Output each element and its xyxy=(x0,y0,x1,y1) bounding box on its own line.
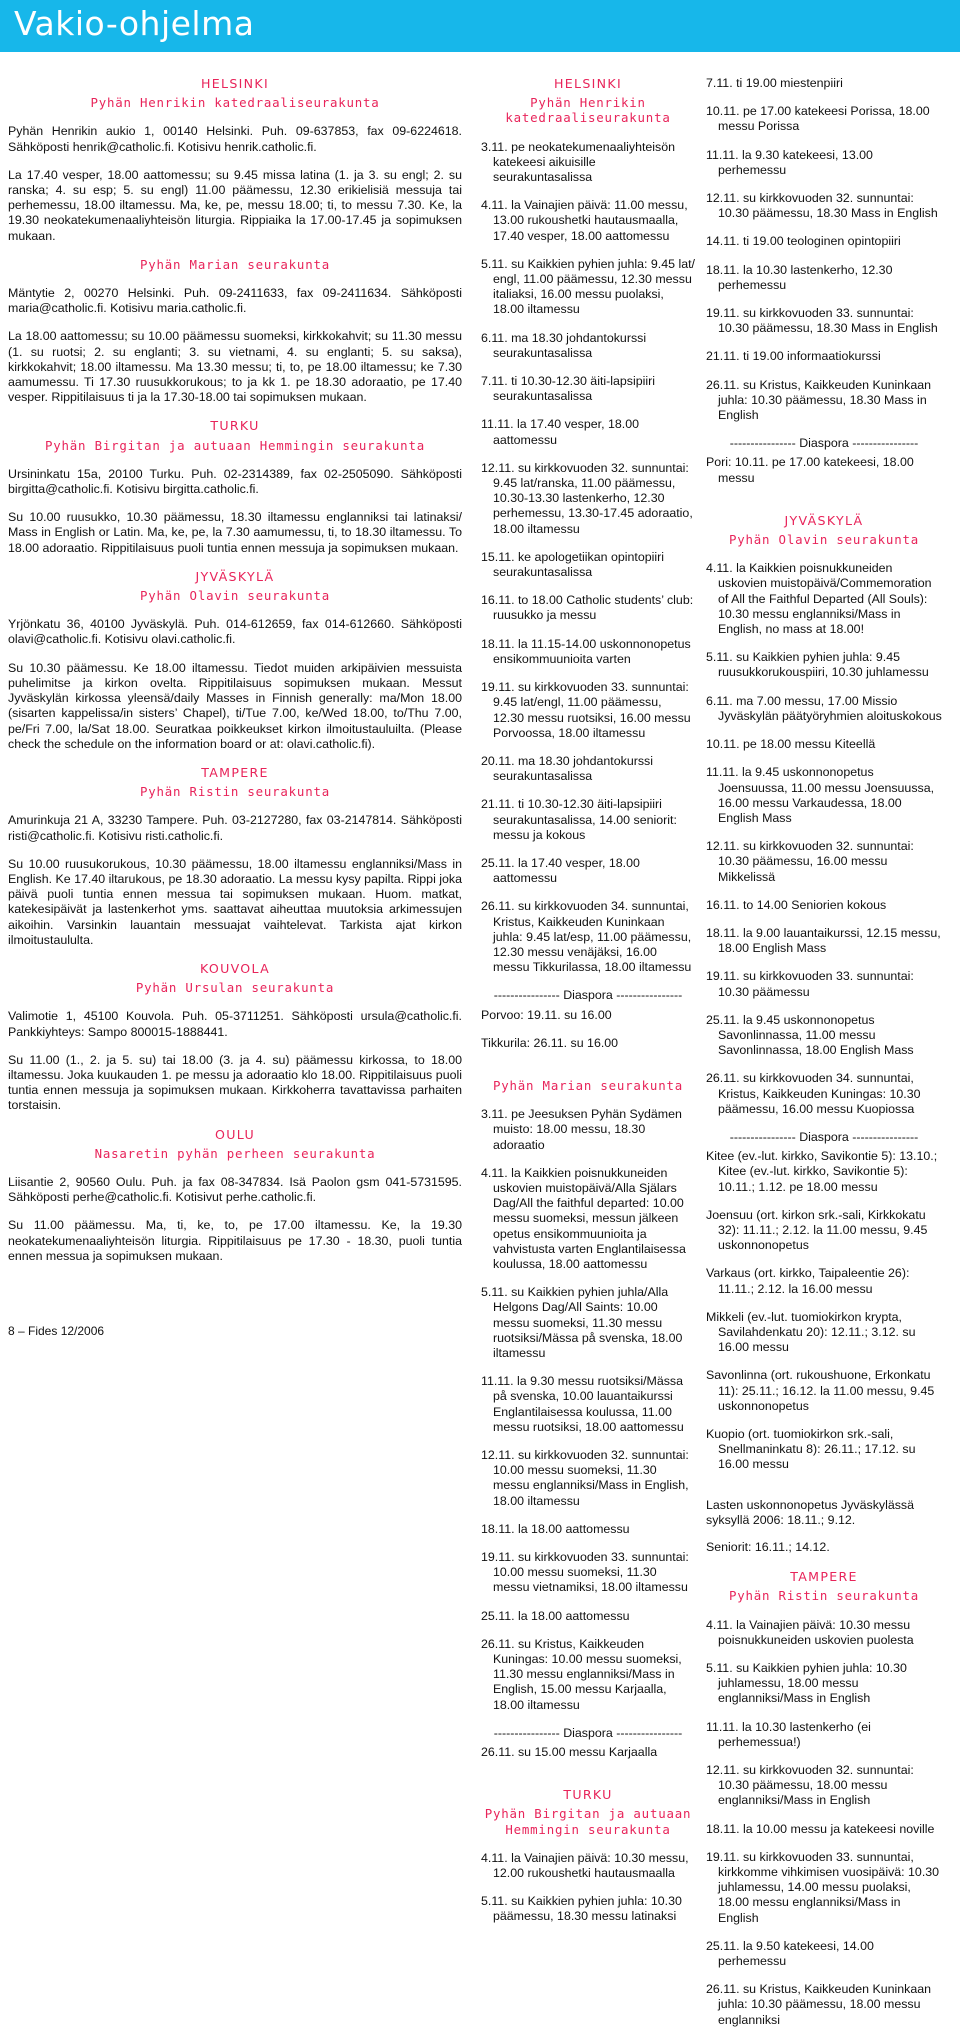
page-banner xyxy=(0,0,960,52)
event-entry: 18.11. la 18.00 aattomessu xyxy=(481,1521,630,1536)
event-list xyxy=(706,1149,942,1472)
event-entry: 3.11. pe Jeesuksen Pyhän Sydämen muisto: 18.00 messu, 18.30 adoraatio xyxy=(481,1107,682,1152)
parish-contact: Ursininkatu 15a, 20100 Turku. Puh. 02-2314389, fax 02-2505090. Sähköposti birgitta@catholic.fi. Kotisivu birgitta.catholic.fi. xyxy=(8,466,462,497)
event-entry: 18.11. la 9.00 lauantaikurssi, 12.15 messu, 18.00 English Mass xyxy=(706,925,941,956)
event-entry: Tikkurila: 26.11. su 16.00 xyxy=(481,1035,619,1050)
city-heading: HELSINKI xyxy=(201,76,269,91)
event-entry: 4.11. la Vainajien päivä: 10.30 messu poisnukkuneiden uskovien puolesta xyxy=(706,1617,914,1647)
parish-contact: Mäntytie 2, 00270 Helsinki. Puh. 09-2411633, fax 09-2411634. Sähköposti maria@catholic.fi. Kotisivu maria.catholic.fi. xyxy=(8,286,462,316)
city-heading: TAMPERE xyxy=(201,764,269,780)
city-heading: TURKU xyxy=(210,418,260,434)
parish-schedule: La 18.00 aattomessu; su 10.00 päämessu suomeksi, kirkkokahvit; su 11.30 messu (1. su ruotsi; 2. su englanti; 3. su vietnami, 4. su englanti; 5. su saksa), kirkkokahvit; 18.00 iltamessu. Ma 13.30 messu; ti, to, pe 18.00 iltamessu; ke 7.30 aamumessu. Ti 17.30 ruusukkorukous; to ja kk 1. pe 18.30 adoraatio, pe 17.40 vesper. Rippitilaisuus ti ja la 17.30-18.00 tai sopimuksen mukaan. xyxy=(8,329,462,405)
event-entry: 4.11. la Kaikkien poisnukkuneiden uskovien muistopäivä/Commemoration of All the Faithful Departed (All Souls): 10.30 messu englanniksi/Mass in English, no mass at 18.00! xyxy=(706,561,932,637)
event-entry: 26.11. su Kristus, Kaikkeuden Kuninkaan juhla: 10.30 päämessu, 18.30 Mass in English xyxy=(706,377,932,423)
note-children-teaching: Lasten uskonnonopetus Jyväskylässä syksyllä 2006: 18.11.; 9.12. xyxy=(706,1497,915,1527)
city-heading: TURKU xyxy=(563,1787,613,1803)
event-entry: 5.11. su Kaikkien pyhien juhla: 9.45 ruusukkorukouspiiri, 10.30 juhlamessu xyxy=(706,650,929,680)
event-entry: 25.11. la 18.00 aattomessu xyxy=(481,1608,630,1623)
event-entry: 16.11. to 18.00 Catholic students’ club: ruusukko ja messu xyxy=(481,593,694,623)
event-entry: 20.11. ma 18.30 johdantokurssi seurakuntasalissa xyxy=(481,753,653,784)
event-entry: 10.11. pe 17.00 katekeesi Porissa, 18.00 messu Porissa xyxy=(706,104,930,134)
parish-heading: Pyhän Birgitan ja autuaan Hemmingin seurakunta xyxy=(484,1806,692,1837)
event-list xyxy=(481,1008,695,1051)
event-entry: 26.11. su kirkkovuoden 34. sunnuntai, Kristus, Kaikkeuden Kuningas: 10.30 päämessu, 16.00 messu Kuopiossa xyxy=(706,1071,921,1116)
event-entry: 16.11. to 14.00 Seniorien kokous xyxy=(706,897,887,912)
event-entry: 12.11. su kirkkovuoden 32. sunnuntai: 10.00 messu suomeksi, 11.30 messu englanniksi/Mass in English, 18.00 iltamessu xyxy=(481,1448,689,1508)
event-entry: 6.11. ma 7.00 messu, 17.00 Missio Jyväskylän päätyöryhmien aloituskokous xyxy=(706,693,942,723)
parish-heading: Nasaretin pyhän perheen seurakunta xyxy=(94,1145,376,1161)
event-entry: 25.11. la 9.50 katekeesi, 14.00 perhemessu xyxy=(706,1938,874,1969)
event-entry: 12.11. su kirkkovuoden 32. sunnuntai: 10.30 päämessu, 16.00 messu Mikkelissä xyxy=(706,839,914,884)
event-entry: 12.11. su kirkkovuoden 32. sunnuntai: 9.45 lat/ranska, 11.00 päämessu, 10.30-13.30 lastenkerho, 12.30 perhemessu, 13.30-17.45 adoraatio, 18.00 iltamessu xyxy=(481,460,693,536)
parish-heading: Pyhän Ursulan seurakunta xyxy=(135,980,335,996)
parish-heading: Pyhän Marian seurakunta xyxy=(140,256,330,272)
event-entry: 4.11. la Kaikkien poisnukkuneiden uskovien muistopäivä/Alla Själars Dag/All the faithful departed: 10.00 messu suomeksi, messun jälkeen opetus ensikommuunioita ja vahvistusta varten Englantilaisessa koulussa, 18.00 aattomessu xyxy=(481,1165,686,1271)
event-list xyxy=(481,1745,695,1760)
page-footer: 8 – Fides 12/2006 xyxy=(8,1324,105,1338)
event-entry: 25.11. la 9.45 uskonnonopetus Savonlinnassa, 11.00 messu Savonlinnassa, 18.00 English Mass xyxy=(706,1012,914,1058)
event-entry: 11.11. la 9.30 messu ruotsiksi/Mässa på svenska, 10.00 lauantaikurssi Englantilaisessa koulussa, 11.00 messu ruotsiksi, 18.00 aattomessu xyxy=(481,1374,684,1434)
parish-heading: Pyhän Olavin seurakunta xyxy=(140,588,330,604)
event-entry: Varkaus (ort. kirkko, Taipaleentie 26): 11.11.; 2.12. la 16.00 messu xyxy=(706,1266,910,1296)
event-list xyxy=(481,140,695,976)
city-heading: TAMPERE xyxy=(790,1569,858,1585)
parish-heading: Pyhän Ristin seurakunta xyxy=(140,784,330,800)
parish-contact: Amurinkuja 21 A, 33230 Tampere. Puh. 03-2127280, fax 03-2147814. Sähköposti risti@catholic.fi. Kotisivu risti.catholic.fi. xyxy=(8,813,462,843)
parish-heading: Pyhän Ristin seurakunta xyxy=(729,1588,919,1604)
event-entry: Joensuu (ort. kirkon srk.-sali, Kirkkokatu 32): 11.11.; 2.12. la 11.00 messu, 9.45 uskonnonopetus xyxy=(706,1207,928,1253)
event-entry: 11.11. la 9.30 katekeesi, 13.00 perhemessu xyxy=(706,147,873,177)
column-events-other xyxy=(706,76,942,2041)
event-entry: 19.11. su kirkkovuoden 33. sunnuntai: 10.30 päämessu xyxy=(706,969,914,999)
event-entry: 5.11. su Kaikkien pyhien juhla: 9.45 lat/ engl, 11.00 päämessu, 12.30 messu italiaksi, 16.00 messu puolaksi, 18.00 iltamessu xyxy=(481,256,695,317)
event-entry: 26.11. su Kristus, Kaikkeuden Kuninkaan juhla: 10.30 päämessu, 18.00 messu englanniksi xyxy=(706,1982,932,2027)
event-entry: 3.11. pe neokatekumenaaliyhteisön katekeesi aikuisille seurakuntasalissa xyxy=(481,139,676,185)
city-heading: JYVÄSKYLÄ xyxy=(784,512,864,528)
event-entry: Savonlinna (ort. rukoushuone, Erkonkatu 11): 25.11.; 16.12. la 11.00 messu, 9.45 uskonnonopetus xyxy=(706,1368,935,1413)
event-entry: Kuopio (ort. tuomiokirkon srk.-sali, Snellmaninkatu 8): 26.11.; 17.12. su 16.00 messu xyxy=(706,1427,916,1472)
note-seniors: Seniorit: 16.11.; 14.12. xyxy=(706,1540,830,1555)
column-parish-info xyxy=(8,76,462,1277)
event-list xyxy=(481,1851,695,1925)
diaspora-divider: ---------------- Diaspora ---------------- xyxy=(493,988,683,1003)
event-entry: 6.11. ma 18.30 johdantokurssi seurakuntasalissa xyxy=(481,330,647,360)
event-entry: 18.11. la 10.30 lastenkerho, 12.30 perhemessu xyxy=(706,262,893,292)
parish-heading: Pyhän Birgitan ja autuaan Hemmingin seurakunta xyxy=(45,437,425,453)
parish-contact: Valimotie 1, 45100 Kouvola. Puh. 05-3711251. Sähköposti ursula@catholic.fi. Pankkiyhteys: Sampo 800015-1888441. xyxy=(8,1009,462,1039)
event-list xyxy=(706,455,942,485)
event-entry: 12.11. su kirkkovuoden 32. sunnuntai: 10.30 päämessu, 18.30 Mass in English xyxy=(706,191,938,221)
event-entry: 5.11. su Kaikkien pyhien juhla/Alla Helgons Dag/All Saints: 10.00 messu suomeksi, 11.30 messu ruotsiksi/Mässa på svenska, 18.00 iltamessu xyxy=(481,1285,683,1360)
event-entry: 7.11. ti 19.00 miestenpiiri xyxy=(706,76,843,90)
event-entry: 19.11. su kirkkovuoden 33. sunnuntai: 10.00 messu suomeksi, 11.30 messu vietnamiksi, 18.00 iltamessu xyxy=(481,1550,689,1595)
event-entry: 11.11. la 10.30 lastenkerho (ei perhemessua!) xyxy=(706,1719,871,1749)
event-entry: 26.11. su Kristus, Kaikkeuden Kuningas: 10.00 messu suomeksi, 11.30 messu englanniksi/Mass in English, 15.00 messu Karjaalla, 18.00 iltamessu xyxy=(481,1636,682,1712)
event-entry: 7.11. ti 10.30-12.30 äiti-lapsipiiri seurakuntasalissa xyxy=(481,374,656,404)
column-events-helsinki xyxy=(481,76,695,1938)
parish-heading: Pyhän Henrikin katedraaliseurakunta xyxy=(505,95,671,126)
event-entry: 5.11. su Kaikkien pyhien juhla: 10.30 päämessu, 18.30 messu latinaksi xyxy=(481,1894,682,1924)
parish-heading: Pyhän Henrikin katedraaliseurakunta xyxy=(90,95,380,111)
event-entry: 26.11. su kirkkovuoden 34. sunnuntai, Kristus, Kaikkeuden Kuninkaan juhla: 9.45 lat/esp, 11.00 päämessu, 12.30 messu venäjäksi, 16.00 messu Tikkurilassa, 18.00 iltamessu xyxy=(481,899,692,975)
event-entry: 19.11. su kirkkovuoden 33. sunnuntai: 9.45 lat/engl, 11.00 päämessu, 12.30 messu ruotsiksi, 16.00 messu Porvoossa, 18.00 iltamessu xyxy=(481,680,691,740)
city-heading: OULU xyxy=(215,1126,255,1142)
event-entry: 18.11. la 10.00 messu ja katekeesi noville xyxy=(706,1821,935,1836)
event-entry: 14.11. ti 19.00 teologinen opintopiiri xyxy=(706,234,901,249)
event-entry: 4.11. la Vainajien päivä: 10.30 messu, 12.00 rukoushetki hautausmaalla xyxy=(481,1850,689,1881)
event-entry: 11.11. la 9.45 uskonnonopetus Joensuussa, 11.00 messu Joensuussa, 16.00 messu Varkaudessa, 18.00 English Mass xyxy=(706,765,935,825)
parish-schedule: Su 11.00 päämessu. Ma, ti, ke, to, pe 17.00 iltamessu. Ke, la 19.30 neokatekumenaaliyhteisön liturgia. Rippitilaisuus pe 17.30 - 18.30, puoli tuntia ennen messua ja sopimuksen mukaan. xyxy=(8,1218,462,1263)
event-entry: 10.11. pe 18.00 messu Kiteellä xyxy=(706,737,876,752)
parish-schedule: Su 11.00 (1., 2. ja 5. su) tai 18.00 (3. ja 4. su) päämessu kirkossa, to 18.00 iltamessu. Joka kuukauden 1. pe messu ja adoraatio klo 18.00. Rippitilaisuus puoli tuntia ennen messuja ja sopimuksen mukaan. Kirkkoherra tavattavissa parhaiten torstaisin. xyxy=(8,1052,462,1113)
parish-schedule: La 17.40 vesper, 18.00 aattomessu; su 9.45 missa latina (1. ja 3. su engl; 2. su ranska; 4. su esp; 5. su engl) 11.00 päämessu, 12.30 erikielisiä messuja tai perhemessu, 18.00 iltamessu. Ma, ke, pe, messu 18.00; ti, to messu 7.30. Ke, la 19.30 neokatekumenaaliyhteisön liturgia. Rippiaika la 17.00-17.45 ja sopimuksen mukaan. xyxy=(8,167,462,243)
parish-contact: Liisantie 2, 90560 Oulu. Puh. ja fax 08-347834. Isä Paolon gsm 041-5731595. Sähköposti perhe@catholic.fi. Kotisivut perhe.catholic.fi. xyxy=(8,1174,462,1205)
event-entry: Kitee (ev.-lut. kirkko, Savikontie 5): 13.10.; Kitee (ev.-lut. kirkko, Savikontie 5): 10.11.; 1.12. pe 18.00 messu xyxy=(706,1149,938,1194)
event-list xyxy=(481,1107,695,1713)
event-entry: Mikkeli (ev.-lut. tuomiokirkon krypta, Savilahdenkatu 20): 12.11.; 3.12. su 16.00 messu xyxy=(706,1309,916,1355)
diaspora-divider: ---------------- Diaspora ---------------- xyxy=(729,1129,919,1144)
page-title: Vakio-ohjelma xyxy=(14,4,255,43)
city-heading: KOUVOLA xyxy=(199,960,271,976)
parish-heading: Pyhän Marian seurakunta xyxy=(493,1077,683,1093)
event-entry: Pori: 10.11. pe 17.00 katekeesi, 18.00 messu xyxy=(706,455,914,485)
event-list xyxy=(706,76,942,423)
parish-schedule: Su 10.30 päämessu. Ke 18.00 iltamessu. Tiedot muiden arkipäivien messuista puhelimitse ja kirkon ovelta. Rippitilaisuus sopimuksen mukaan. Messut Jyväskylän kirkossa yleensä/daily Masses in Finnish generally: ma/Mon 18.00 (sisarten kappelissa/in sisters’ Chapel), ti/Tue 7.00, ke/Wed 18.00, to/Thu 7.00, pe/Fri 7.00, la/Sat 18.00. Seuratkaa poikkeukset kirkon ilmoitustauluilta. (Please check the schedule on the information board or at: olavi.catholic.fi). xyxy=(8,660,462,751)
parish-contact: Yrjönkatu 36, 40100 Jyväskylä. Puh. 014-612659, fax 014-612660. Sähköposti olavi@catholic.fi. Kotisivu olavi.catholic.fi. xyxy=(8,617,462,647)
event-entry: 25.11. la 17.40 vesper, 18.00 aattomessu xyxy=(481,855,640,886)
city-heading: HELSINKI xyxy=(554,76,622,91)
event-entry: 5.11. su Kaikkien pyhien juhla: 10.30 juhlamessu, 18.00 messu englanniksi/Mass in English xyxy=(706,1661,907,1706)
parish-schedule: Su 10.00 ruusukorukous, 10.30 päämessu, 18.00 iltamessu englanniksi/Mass in English. Ke 17.40 iltarukous, pe 18.30 adoraatio. La messu kysy papilta. Rippi joka päivä puoli tuntia ennen messua tai sopimuksen mukaan. Huom. matkat, katekesipäivät ja lastenkerhot yms. saattavat aiheuttaa muutoksia arkimessujen aikoihin. Varsinkin lauantain messuajat vaihtelevat. Tarkista ajat kirkon ilmoitustaululta. xyxy=(8,856,462,947)
event-entry: 18.11. la 11.15-14.00 uskonnonopetus ensikommuunioita varten xyxy=(481,636,691,666)
event-list xyxy=(706,561,942,1117)
event-list xyxy=(706,1618,942,2028)
event-entry: 15.11. ke apologetiikan opintopiiri seurakuntasalissa xyxy=(481,549,665,580)
event-entry: 26.11. su 15.00 messu Karjaalla xyxy=(481,1745,658,1760)
city-heading: JYVÄSKYLÄ xyxy=(195,568,275,584)
event-entry: 21.11. ti 10.30-12.30 äiti-lapsipiiri seurakuntasalissa, 14.00 seniorit: messu ja kokous xyxy=(481,797,677,842)
parish-contact: Pyhän Henrikin aukio 1, 00140 Helsinki. Puh. 09-637853, fax 09-6224618. Sähköposti henrik@catholic.fi. Kotisivu henrik.catholic.fi. xyxy=(8,124,462,154)
diaspora-divider: ---------------- Diaspora ---------------- xyxy=(729,436,919,451)
event-entry: 21.11. ti 19.00 informaatiokurssi xyxy=(706,349,881,364)
event-entry: 4.11. la Vainajien päivä: 11.00 messu, 13.00 rukoushetki hautausmaalla, 17.40 vesper, 18.00 aattomessu xyxy=(481,198,688,243)
event-entry: Porvoo: 19.11. su 16.00 xyxy=(481,1007,612,1022)
event-entry: 12.11. su kirkkovuoden 32. sunnuntai: 10.30 päämessu, 18.00 messu englanniksi/Mass in English xyxy=(706,1763,914,1808)
parish-heading: Pyhän Olavin seurakunta xyxy=(729,532,919,548)
diaspora-divider: ---------------- Diaspora ---------------- xyxy=(493,1725,683,1740)
event-entry: 19.11. su kirkkovuoden 33. sunnuntai: 10.30 päämessu, 18.30 Mass in English xyxy=(706,306,938,336)
event-entry: 19.11. su kirkkovuoden 33. sunnuntai, kirkkomme vihkimisen vuosipäivä: 10.30 juhlamessu, 14.00 messu puolaksi, 18.00 messu englanniksi/Mass in English xyxy=(706,1849,940,1925)
parish-schedule: Su 10.00 ruusukko, 10.30 päämessu, 18.30 iltamessu englanniksi tai latinaksi/ Mass in English or Latin. Ma, ke, pe, la 7.30 aamumessu, ti, to 18.30 iltamessu. To 18.00 adoraatio. Rippitilaisuus puoli tuntia ennen messuja ja sopimuksen mukaan. xyxy=(8,510,462,555)
event-entry: 11.11. la 17.40 vesper, 18.00 aattomessu xyxy=(481,417,639,447)
